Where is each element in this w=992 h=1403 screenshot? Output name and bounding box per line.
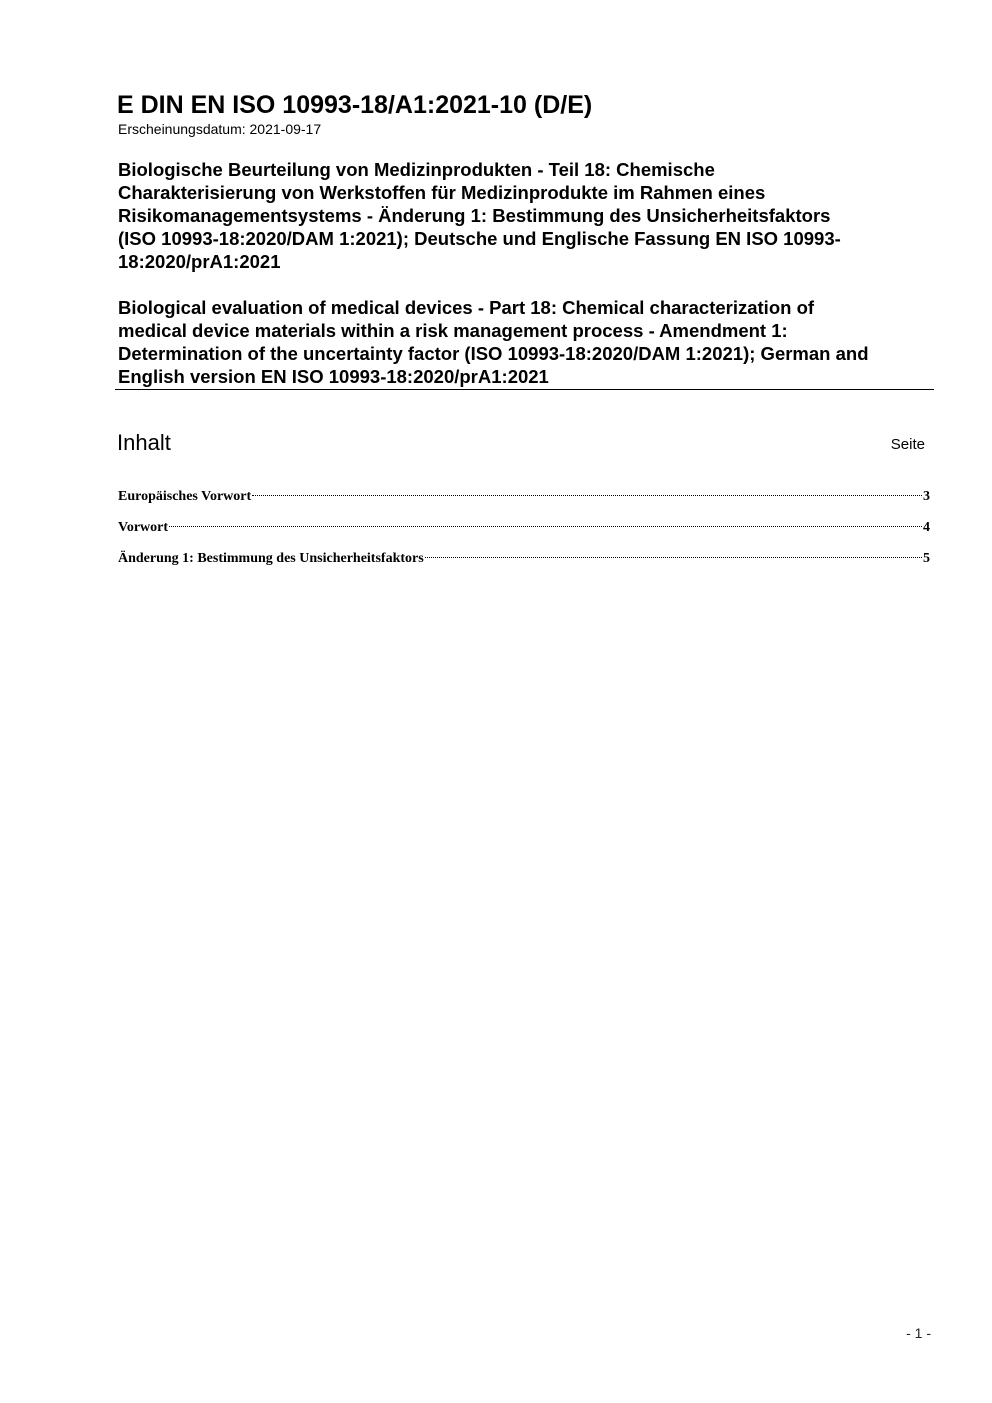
toc-entry-title[interactable]: Änderung 1: Bestimmung des Unsicherheitsfaktors: [118, 551, 424, 566]
toc-entry-title[interactable]: Vorwort: [118, 520, 169, 535]
toc-entry-page[interactable]: 4: [923, 520, 930, 535]
title-english-line: Determination of the uncertainty factor (ISO 10993-18:2020/DAM 1:2021); German and: [118, 343, 869, 364]
table-of-contents: [118, 487, 930, 580]
toc-entry[interactable]: [118, 518, 930, 538]
title-english-line: Biological evaluation of medical devices - Part 18: Chemical characterization of: [118, 297, 815, 318]
toc-entry[interactable]: [118, 549, 930, 569]
title-german-line: Risikomanagementsystems - Änderung 1: Bestimmung des Unsicherheitsfaktors: [118, 205, 831, 226]
toc-dot-leader: [169, 526, 922, 527]
toc-entry-page[interactable]: 3: [923, 489, 930, 504]
title-german-line: (ISO 10993-18:2020/DAM 1:2021); Deutsche und Englische Fassung EN ISO 10993-: [118, 228, 841, 249]
toc-entry-title[interactable]: Europäisches Vorwort: [118, 489, 252, 504]
toc-entry-page[interactable]: 5: [923, 551, 930, 566]
document-id: E DIN EN ISO 10993-18/A1:2021-10 (D/E): [117, 91, 593, 119]
title-divider: [115, 389, 934, 390]
toc-dot-leader: [252, 495, 922, 496]
toc-dot-leader: [425, 557, 922, 558]
title-german-line: Charakterisierung von Werkstoffen für Medizinprodukte im Rahmen eines: [118, 182, 766, 203]
toc-page-label: Seite: [890, 436, 925, 453]
title-german: [118, 158, 948, 273]
title-german-line: 18:2020/prA1:2021: [118, 251, 281, 272]
page-number: - 1 -: [906, 1325, 931, 1341]
title-english-line: English version EN ISO 10993-18:2020/prA1:2021: [118, 366, 549, 387]
title-english-line: medical device materials within a risk management process - Amendment 1:: [118, 320, 788, 341]
toc-heading: Inhalt: [117, 430, 171, 455]
title-german-line: Biologische Beurteilung von Medizinprodukten - Teil 18: Chemische: [118, 159, 715, 180]
toc-entry[interactable]: [118, 487, 930, 507]
publication-date: Erscheinungsdatum: 2021-09-17: [118, 121, 322, 137]
title-english: [118, 296, 948, 388]
